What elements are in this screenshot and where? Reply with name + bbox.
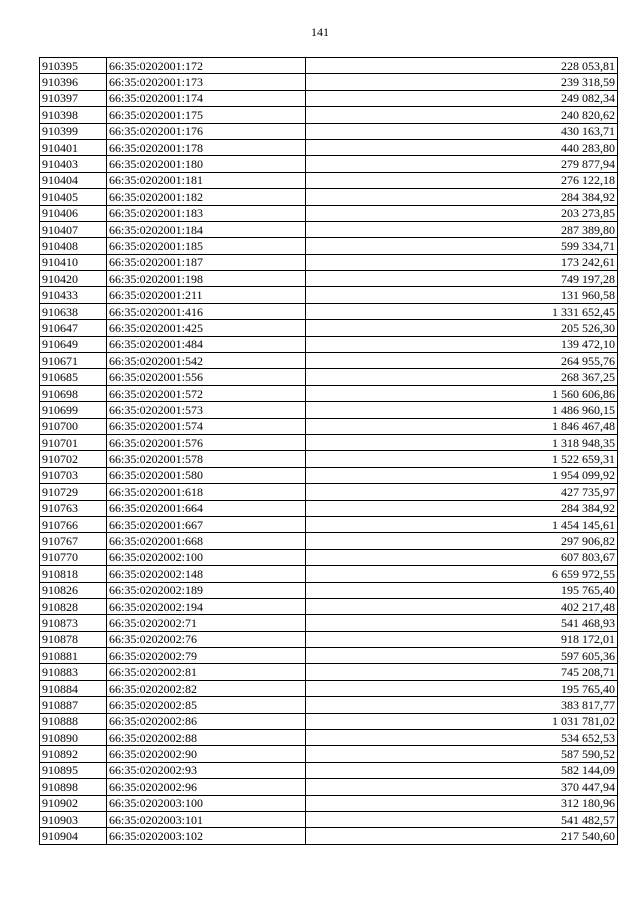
cadastral-value-cell: 203 273,85 bbox=[306, 205, 618, 221]
cadastral-number-cell: 66:35:0202001:664 bbox=[107, 500, 306, 516]
cadastral-value-cell: 217 540,60 bbox=[306, 828, 618, 844]
cadastral-number-cell: 66:35:0202001:173 bbox=[107, 74, 306, 90]
table-row bbox=[40, 795, 618, 811]
row-number-cell: 910729 bbox=[40, 484, 107, 500]
cadastral-value-cell: 383 817,77 bbox=[306, 697, 618, 713]
row-number-cell: 910890 bbox=[40, 730, 107, 746]
table-row bbox=[40, 189, 618, 205]
cadastral-value-cell: 1 954 099,92 bbox=[306, 467, 618, 483]
cadastral-number-cell: 66:35:0202002:81 bbox=[107, 664, 306, 680]
cadastral-number-cell: 66:35:0202001:425 bbox=[107, 320, 306, 336]
cadastral-number-cell: 66:35:0202001:542 bbox=[107, 353, 306, 369]
table-row bbox=[40, 500, 618, 516]
cadastral-value-cell: 6 659 972,55 bbox=[306, 566, 618, 582]
cadastral-number-cell: 66:35:0202001:172 bbox=[107, 58, 306, 74]
cadastral-value-cell: 541 482,57 bbox=[306, 811, 618, 827]
table-row bbox=[40, 74, 618, 90]
table-row bbox=[40, 418, 618, 434]
cadastral-value-cell: 918 172,01 bbox=[306, 631, 618, 647]
cadastral-number-cell: 66:35:0202001:174 bbox=[107, 90, 306, 106]
table-row bbox=[40, 664, 618, 680]
table-row bbox=[40, 811, 618, 827]
row-number-cell: 910398 bbox=[40, 107, 107, 123]
table-row bbox=[40, 90, 618, 106]
cadastral-number-cell: 66:35:0202001:618 bbox=[107, 484, 306, 500]
table-row bbox=[40, 271, 618, 287]
table-row bbox=[40, 139, 618, 155]
row-number-cell: 910888 bbox=[40, 713, 107, 729]
cadastral-number-cell: 66:35:0202002:90 bbox=[107, 746, 306, 762]
table-row bbox=[40, 172, 618, 188]
cadastral-number-cell: 66:35:0202002:82 bbox=[107, 680, 306, 696]
cadastral-value-cell: 228 053,81 bbox=[306, 58, 618, 74]
row-number-cell: 910401 bbox=[40, 139, 107, 155]
row-number-cell: 910395 bbox=[40, 58, 107, 74]
table-row bbox=[40, 697, 618, 713]
cadastral-value-cell: 370 447,94 bbox=[306, 779, 618, 795]
cadastral-number-cell: 66:35:0202002:93 bbox=[107, 762, 306, 778]
cadastral-number-cell: 66:35:0202001:181 bbox=[107, 172, 306, 188]
cadastral-number-cell: 66:35:0202001:667 bbox=[107, 516, 306, 532]
table-row bbox=[40, 385, 618, 401]
row-number-cell: 910770 bbox=[40, 549, 107, 565]
row-number-cell: 910403 bbox=[40, 156, 107, 172]
row-number-cell: 910701 bbox=[40, 434, 107, 450]
cadastral-value-cell: 1 454 145,61 bbox=[306, 516, 618, 532]
table-row bbox=[40, 353, 618, 369]
cadastral-number-cell: 66:35:0202003:101 bbox=[107, 811, 306, 827]
cadastral-number-cell: 66:35:0202002:86 bbox=[107, 713, 306, 729]
cadastral-value-cell: 427 735,97 bbox=[306, 484, 618, 500]
row-number-cell: 910767 bbox=[40, 533, 107, 549]
cadastral-value-cell: 284 384,92 bbox=[306, 500, 618, 516]
page-number: 141 bbox=[311, 25, 329, 39]
row-number-cell: 910902 bbox=[40, 795, 107, 811]
table-row bbox=[40, 58, 618, 74]
row-number-cell: 910698 bbox=[40, 385, 107, 401]
cadastral-value-cell: 749 197,28 bbox=[306, 271, 618, 287]
cadastral-number-cell: 66:35:0202001:572 bbox=[107, 385, 306, 401]
table-row bbox=[40, 467, 618, 483]
row-number-cell: 910884 bbox=[40, 680, 107, 696]
row-number-cell: 910828 bbox=[40, 598, 107, 614]
cadastral-value-cell: 268 367,25 bbox=[306, 369, 618, 385]
row-number-cell: 910399 bbox=[40, 123, 107, 139]
table-row bbox=[40, 615, 618, 631]
table-row bbox=[40, 320, 618, 336]
table-row bbox=[40, 631, 618, 647]
cadastral-value-cell: 139 472,10 bbox=[306, 336, 618, 352]
row-number-cell: 910396 bbox=[40, 74, 107, 90]
cadastral-number-cell: 66:35:0202002:194 bbox=[107, 598, 306, 614]
row-number-cell: 910638 bbox=[40, 303, 107, 319]
cadastral-number-cell: 66:35:0202001:573 bbox=[107, 402, 306, 418]
cadastral-number-cell: 66:35:0202001:198 bbox=[107, 271, 306, 287]
row-number-cell: 910647 bbox=[40, 320, 107, 336]
table-row bbox=[40, 434, 618, 450]
cadastral-value-cell: 607 803,67 bbox=[306, 549, 618, 565]
table-row bbox=[40, 369, 618, 385]
cadastral-number-cell: 66:35:0202001:184 bbox=[107, 221, 306, 237]
cadastral-value-cell: 195 765,40 bbox=[306, 680, 618, 696]
cadastral-value-cell: 1 331 652,45 bbox=[306, 303, 618, 319]
table-row bbox=[40, 730, 618, 746]
cadastral-number-cell: 66:35:0202001:484 bbox=[107, 336, 306, 352]
cadastral-number-cell: 66:35:0202001:574 bbox=[107, 418, 306, 434]
cadastral-value-cell: 1 318 948,35 bbox=[306, 434, 618, 450]
cadastral-value-cell: 1 846 467,48 bbox=[306, 418, 618, 434]
table-row bbox=[40, 598, 618, 614]
row-number-cell: 910903 bbox=[40, 811, 107, 827]
cadastral-value-cell: 1 522 659,31 bbox=[306, 451, 618, 467]
cadastral-number-cell: 66:35:0202002:71 bbox=[107, 615, 306, 631]
row-number-cell: 910420 bbox=[40, 271, 107, 287]
row-number-cell: 910685 bbox=[40, 369, 107, 385]
table-row bbox=[40, 205, 618, 221]
cadastral-number-cell: 66:35:0202001:668 bbox=[107, 533, 306, 549]
cadastral-value-cell: 587 590,52 bbox=[306, 746, 618, 762]
cadastral-value-cell: 534 652,53 bbox=[306, 730, 618, 746]
cadastral-number-cell: 66:35:0202002:148 bbox=[107, 566, 306, 582]
row-number-cell: 910404 bbox=[40, 172, 107, 188]
row-number-cell: 910818 bbox=[40, 566, 107, 582]
table-row bbox=[40, 336, 618, 352]
row-number-cell: 910405 bbox=[40, 189, 107, 205]
cadastral-number-cell: 66:35:0202002:79 bbox=[107, 648, 306, 664]
row-number-cell: 910649 bbox=[40, 336, 107, 352]
cadastral-number-cell: 66:35:0202003:102 bbox=[107, 828, 306, 844]
cadastral-number-cell: 66:35:0202001:556 bbox=[107, 369, 306, 385]
cadastral-value-cell: 1 031 781,02 bbox=[306, 713, 618, 729]
cadastral-number-cell: 66:35:0202001:576 bbox=[107, 434, 306, 450]
cadastral-value-cell: 582 144,09 bbox=[306, 762, 618, 778]
cadastral-number-cell: 66:35:0202002:100 bbox=[107, 549, 306, 565]
cadastral-value-cell: 597 605,36 bbox=[306, 648, 618, 664]
row-number-cell: 910397 bbox=[40, 90, 107, 106]
cadastral-value-cell: 173 242,61 bbox=[306, 254, 618, 270]
cadastral-number-cell: 66:35:0202001:416 bbox=[107, 303, 306, 319]
table-row bbox=[40, 238, 618, 254]
cadastral-value-cell: 287 389,80 bbox=[306, 221, 618, 237]
cadastral-value-cell: 239 318,59 bbox=[306, 74, 618, 90]
row-number-cell: 910407 bbox=[40, 221, 107, 237]
cadastral-number-cell: 66:35:0202002:96 bbox=[107, 779, 306, 795]
row-number-cell: 910887 bbox=[40, 697, 107, 713]
cadastral-value-cell: 297 906,82 bbox=[306, 533, 618, 549]
cadastral-value-cell: 430 163,71 bbox=[306, 123, 618, 139]
cadastral-number-cell: 66:35:0202001:182 bbox=[107, 189, 306, 205]
table-row bbox=[40, 254, 618, 270]
row-number-cell: 910878 bbox=[40, 631, 107, 647]
table-row bbox=[40, 533, 618, 549]
cadastral-number-cell: 66:35:0202001:187 bbox=[107, 254, 306, 270]
cadastral-value-cell: 205 526,30 bbox=[306, 320, 618, 336]
table-row bbox=[40, 221, 618, 237]
cadastral-number-cell: 66:35:0202002:85 bbox=[107, 697, 306, 713]
row-number-cell: 910699 bbox=[40, 402, 107, 418]
cadastral-number-cell: 66:35:0202001:578 bbox=[107, 451, 306, 467]
cadastral-number-cell: 66:35:0202001:211 bbox=[107, 287, 306, 303]
cadastral-value-cell: 195 765,40 bbox=[306, 582, 618, 598]
table-row bbox=[40, 287, 618, 303]
cadastral-value-cell: 599 334,71 bbox=[306, 238, 618, 254]
cadastral-value-cell: 240 820,62 bbox=[306, 107, 618, 123]
cadastral-value-cell: 402 217,48 bbox=[306, 598, 618, 614]
row-number-cell: 910408 bbox=[40, 238, 107, 254]
table-row bbox=[40, 484, 618, 500]
row-number-cell: 910892 bbox=[40, 746, 107, 762]
cadastral-value-cell: 264 955,76 bbox=[306, 353, 618, 369]
table-row bbox=[40, 762, 618, 778]
table-row bbox=[40, 746, 618, 762]
row-number-cell: 910895 bbox=[40, 762, 107, 778]
row-number-cell: 910763 bbox=[40, 500, 107, 516]
row-number-cell: 910433 bbox=[40, 287, 107, 303]
table-row bbox=[40, 828, 618, 844]
cadastral-number-cell: 66:35:0202003:100 bbox=[107, 795, 306, 811]
table-row bbox=[40, 123, 618, 139]
table-row bbox=[40, 582, 618, 598]
cadastral-number-cell: 66:35:0202001:178 bbox=[107, 139, 306, 155]
cadastral-value-cell: 276 122,18 bbox=[306, 172, 618, 188]
cadastral-number-cell: 66:35:0202002:189 bbox=[107, 582, 306, 598]
cadastral-value-cell: 1 560 606,86 bbox=[306, 385, 618, 401]
cadastral-value-table bbox=[39, 57, 618, 845]
table-row bbox=[40, 648, 618, 664]
table-row bbox=[40, 680, 618, 696]
cadastral-number-cell: 66:35:0202001:580 bbox=[107, 467, 306, 483]
table-row bbox=[40, 303, 618, 319]
row-number-cell: 910703 bbox=[40, 467, 107, 483]
cadastral-value-cell: 541 468,93 bbox=[306, 615, 618, 631]
table-row bbox=[40, 156, 618, 172]
cadastral-number-cell: 66:35:0202001:180 bbox=[107, 156, 306, 172]
table-row bbox=[40, 516, 618, 532]
row-number-cell: 910883 bbox=[40, 664, 107, 680]
table-row bbox=[40, 779, 618, 795]
cadastral-value-cell: 131 960,58 bbox=[306, 287, 618, 303]
row-number-cell: 910826 bbox=[40, 582, 107, 598]
row-number-cell: 910410 bbox=[40, 254, 107, 270]
row-number-cell: 910766 bbox=[40, 516, 107, 532]
row-number-cell: 910898 bbox=[40, 779, 107, 795]
table-body bbox=[40, 58, 618, 845]
table-row bbox=[40, 402, 618, 418]
row-number-cell: 910671 bbox=[40, 353, 107, 369]
row-number-cell: 910873 bbox=[40, 615, 107, 631]
table-row bbox=[40, 566, 618, 582]
cadastral-number-cell: 66:35:0202001:176 bbox=[107, 123, 306, 139]
cadastral-value-cell: 249 082,34 bbox=[306, 90, 618, 106]
cadastral-number-cell: 66:35:0202001:183 bbox=[107, 205, 306, 221]
table-row bbox=[40, 549, 618, 565]
cadastral-value-cell: 745 208,71 bbox=[306, 664, 618, 680]
table-row bbox=[40, 713, 618, 729]
cadastral-number-cell: 66:35:0202001:185 bbox=[107, 238, 306, 254]
table-row bbox=[40, 107, 618, 123]
table-row bbox=[40, 451, 618, 467]
cadastral-value-cell: 1 486 960,15 bbox=[306, 402, 618, 418]
cadastral-value-cell: 312 180,96 bbox=[306, 795, 618, 811]
row-number-cell: 910700 bbox=[40, 418, 107, 434]
cadastral-value-cell: 279 877,94 bbox=[306, 156, 618, 172]
cadastral-value-cell: 284 384,92 bbox=[306, 189, 618, 205]
cadastral-number-cell: 66:35:0202001:175 bbox=[107, 107, 306, 123]
cadastral-number-cell: 66:35:0202002:88 bbox=[107, 730, 306, 746]
row-number-cell: 910904 bbox=[40, 828, 107, 844]
row-number-cell: 910406 bbox=[40, 205, 107, 221]
cadastral-value-cell: 440 283,80 bbox=[306, 139, 618, 155]
row-number-cell: 910702 bbox=[40, 451, 107, 467]
row-number-cell: 910881 bbox=[40, 648, 107, 664]
cadastral-number-cell: 66:35:0202002:76 bbox=[107, 631, 306, 647]
